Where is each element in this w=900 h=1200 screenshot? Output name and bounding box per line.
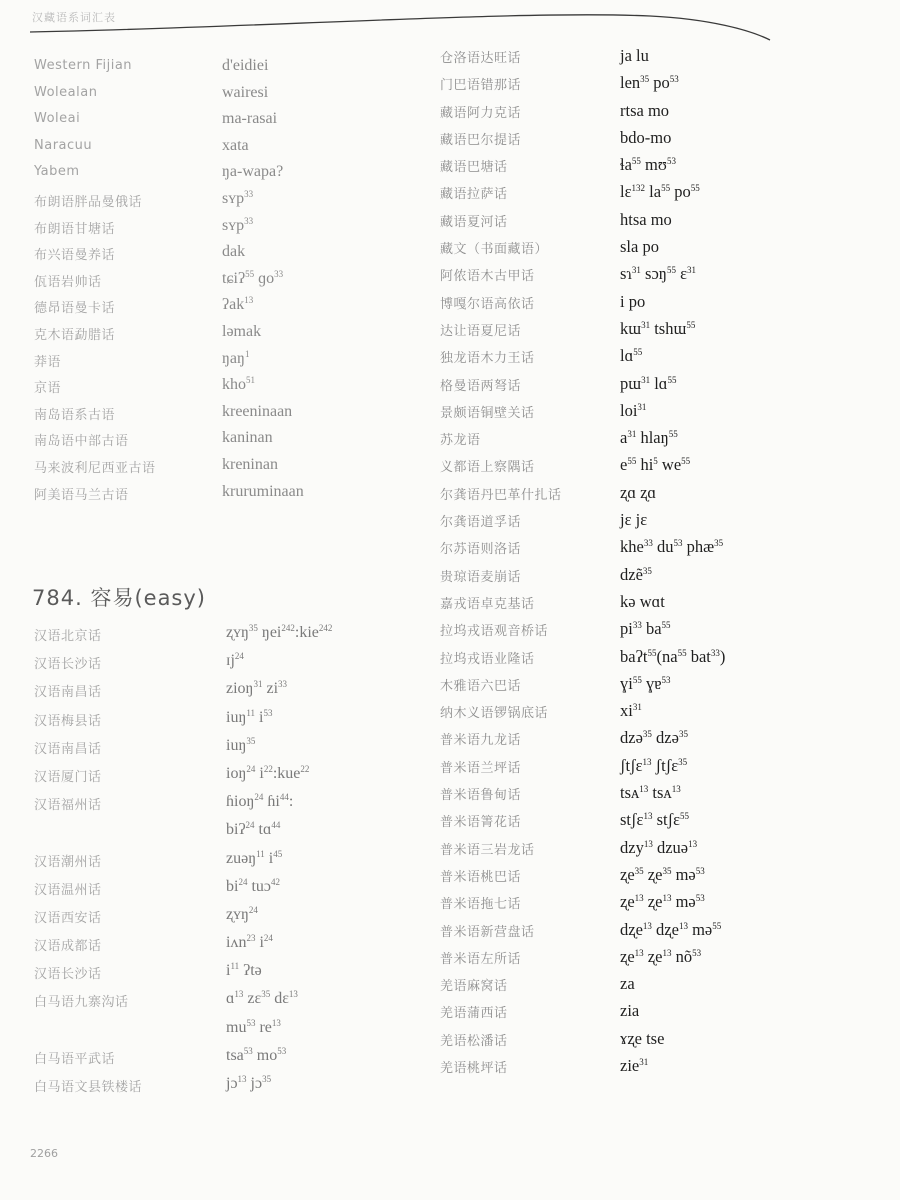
- entry-row: [440, 648, 880, 675]
- entry-row: [440, 265, 880, 292]
- language-name: Woleai: [34, 111, 81, 127]
- entry-row: [440, 620, 880, 647]
- language-name: Western Fijian: [34, 58, 133, 73]
- word-form: $mu^{53}$ $re^{13}$: [226, 1017, 281, 1036]
- language-name: 羌语松潘话: [440, 1033, 508, 1049]
- entry-row: [440, 74, 880, 101]
- word-form: $pi^{33}$ $ba^{55}$: [620, 619, 671, 639]
- language-name: 普米语拖七话: [440, 897, 522, 913]
- word-form: ioŋ$^{24}$ $i^{22}:kue^{22}$: [226, 763, 310, 782]
- entry-row: [440, 156, 880, 183]
- word-form: ɣi$^{55}$ ɣɐ$^{53}$: [620, 673, 671, 693]
- word-form: tɕiʔ$^{55}$ ɡo$^{33}$: [222, 268, 284, 287]
- entry-row: [34, 681, 414, 709]
- language-name: 独龙语木力王话: [440, 351, 535, 367]
- word-form: ɤʐe tse: [620, 1028, 665, 1048]
- word-form: dʐe$^{13}$ dʐe$^{13}$ mə$^{55}$: [620, 919, 722, 939]
- entry-row: [34, 404, 404, 431]
- entry-row: [440, 238, 880, 265]
- language-name: 达让语夏尼话: [440, 323, 522, 339]
- entry-row: [440, 293, 880, 320]
- language-name: 藏语夏河话: [440, 214, 508, 230]
- entry-row: [34, 188, 404, 218]
- language-name: 阿美语马兰古语: [34, 487, 129, 503]
- word-form: ɬa$^{55}$ mʊ$^{53}$: [620, 155, 676, 175]
- page-number: 2266: [30, 1147, 58, 1160]
- word-form: bdo-mo: [620, 127, 672, 147]
- word-form: biʔ$^{24}$ tɑ$^{44}$: [226, 820, 281, 839]
- word-form: ʐe$^{13}$ ʐe$^{13}$ $nõ^{53}$: [620, 946, 702, 966]
- entry-row: [34, 963, 414, 991]
- right-column-entries: [440, 47, 880, 1084]
- language-name: 贵琼语麦崩话: [440, 569, 522, 585]
- word-form: stʃɛ$^{13}$ stʃɛ$^{55}$: [620, 810, 689, 830]
- language-name: 普米语鲁甸话: [440, 788, 522, 804]
- language-name: 布朗语甘塘话: [34, 221, 116, 237]
- language-name: 汉语南昌话: [34, 685, 102, 701]
- language-name: 景颇语铜壁关话: [440, 405, 535, 421]
- entry-row: [34, 625, 414, 653]
- word-form: i po: [620, 291, 646, 311]
- language-name: 嘉戎语卓克基话: [440, 596, 535, 612]
- language-name: 汉语温州话: [34, 882, 102, 898]
- language-name: 藏语巴塘话: [440, 160, 508, 176]
- language-name: 羌语麻窝话: [440, 979, 508, 995]
- entry-row: [440, 211, 880, 238]
- entry-row: [440, 429, 880, 456]
- language-name: 普米语兰坪话: [440, 760, 522, 776]
- word-form: zioŋ$^{31}$ $zi^{33}$: [226, 679, 288, 698]
- entry-row: [440, 729, 880, 756]
- word-form: kɯ$^{31}$ tshɯ$^{55}$: [620, 318, 696, 338]
- entry-row: [440, 47, 880, 74]
- entry-row: [34, 1076, 414, 1104]
- language-name: 藏语拉萨话: [440, 187, 508, 203]
- entry-row: [440, 757, 880, 784]
- entry-row: [34, 457, 404, 484]
- language-name: 汉语福州话: [34, 798, 102, 814]
- word-form: ŋaŋ$^1$: [222, 348, 250, 367]
- language-name: 普米语三岩龙话: [440, 842, 535, 858]
- entry-row: [34, 268, 404, 298]
- language-name: 博嘎尔语高依话: [440, 296, 535, 312]
- word-form: ʃtʃɛ$^{13}$ ʃtʃɛ$^{35}$: [620, 755, 688, 775]
- language-name: 汉语南昌话: [34, 741, 102, 757]
- language-name: 南岛语中部古语: [34, 434, 129, 450]
- language-name: 普米语九龙话: [440, 733, 522, 749]
- word-form: jɛ jɛ: [620, 510, 648, 530]
- word-form: ʐɑ ʐɑ: [620, 482, 657, 502]
- entry-row: [34, 297, 404, 324]
- word-form: sʏp$^{33}$: [222, 188, 254, 207]
- word-form: $e^{55}$ $hi^5$ $we^{55}$: [620, 455, 691, 475]
- word-form: sla po: [620, 237, 659, 257]
- entry-row: [440, 975, 880, 1002]
- language-name: 义都语上察隅话: [440, 460, 535, 476]
- entry-row: [440, 811, 880, 838]
- entry-row: [440, 1002, 880, 1029]
- entry-row: [440, 102, 880, 129]
- language-name: 布兴语曼养话: [34, 248, 116, 264]
- word-form: kaninan: [222, 429, 273, 447]
- entry-row: [440, 1057, 880, 1084]
- entry-row: [34, 244, 404, 271]
- word-form: ŋa-wapa?: [222, 163, 284, 181]
- language-name: 普米语新营盘话: [440, 924, 535, 940]
- entry-row: [440, 866, 880, 893]
- entry-row: [34, 377, 404, 404]
- word-form: ʐʏŋ$^{24}$: [226, 904, 258, 923]
- entry-row: [440, 538, 880, 565]
- word-form: kreninan: [222, 455, 278, 473]
- entry-row: [440, 320, 880, 347]
- language-name: 汉语长沙话: [34, 657, 102, 673]
- language-name: Yabem: [34, 164, 80, 180]
- entry-row: [440, 675, 880, 702]
- language-name: 拉坞戎语业隆话: [440, 651, 535, 667]
- entry-row: [440, 702, 880, 729]
- entry-row: [34, 904, 414, 935]
- word-form: sʏp$^{33}$: [222, 215, 254, 234]
- entry-row: [34, 707, 414, 738]
- entry-row: [34, 111, 404, 138]
- entry-row: [34, 735, 414, 766]
- language-name: 布朗语胖品曼俄话: [34, 194, 143, 210]
- language-name: 门巴语错那话: [440, 78, 522, 94]
- language-name: 汉语梅县话: [34, 713, 102, 729]
- language-name: 尔龚语丹巴革什扎话: [440, 487, 562, 503]
- language-name: 羌语蒲西话: [440, 1006, 508, 1022]
- word-form: ɦioŋ$^{24}$ ɦi$^{44}$:: [226, 792, 294, 811]
- word-form: len$^{35}$ $po^{53}$: [620, 73, 679, 93]
- left-column-entries: [34, 58, 404, 510]
- language-name: 苏龙语: [440, 433, 481, 449]
- word-form: zie$^{31}$: [620, 1055, 649, 1075]
- entry-row: [440, 347, 880, 374]
- language-name: 尔苏语则洛话: [440, 542, 522, 558]
- word-form: zia: [620, 1001, 640, 1021]
- word-form: ja lu: [620, 46, 649, 65]
- language-name: 汉语长沙话: [34, 967, 102, 983]
- left-column-easy-entries: [34, 625, 414, 1104]
- section-chinese-title: 容易: [90, 586, 135, 610]
- language-name: Naracuu: [34, 137, 93, 153]
- entry-row: [440, 484, 880, 511]
- word-form: ʐe$^{13}$ ʐe$^{13}$ mə$^{53}$: [620, 892, 705, 912]
- word-form: d'eidiei: [222, 57, 269, 74]
- word-form: rtsa mo: [620, 100, 670, 120]
- section-english-title: (easy): [134, 586, 206, 610]
- language-name: 白马语平武话: [34, 1051, 116, 1067]
- entry-row: [34, 763, 414, 794]
- entry-row: [440, 129, 880, 156]
- entry-row: [34, 85, 404, 112]
- entry-row: [34, 876, 414, 907]
- word-form: ma-rasai: [222, 110, 278, 128]
- word-form: $baʔt^{55}(na^{55}$ bat$^{33}$): [620, 646, 726, 666]
- language-name: 南岛语系古语: [34, 407, 116, 423]
- entry-row: [34, 1045, 414, 1076]
- language-name: 普米语桃巴话: [440, 869, 522, 885]
- word-form: zuəŋ$^{11}$ $i^{45}$: [226, 848, 283, 867]
- entry-row: [34, 653, 414, 681]
- entry-row: [440, 921, 880, 948]
- language-name: 羌语桃坪话: [440, 1060, 508, 1076]
- word-form: tsᴀ$^{13}$ tsᴀ$^{13}$: [620, 783, 681, 803]
- word-form: xata: [222, 136, 249, 154]
- word-form: ɑ$^{13}$ zɛ$^{35}$ dɛ$^{13}$: [226, 989, 298, 1008]
- language-name: 藏语巴尔提话: [440, 132, 522, 148]
- entry-row: [440, 784, 880, 811]
- word-form: sɿ$^{31}$ sɔŋ$^{55}$ ɛ$^{31}$: [620, 264, 697, 284]
- entry-row: [34, 430, 404, 457]
- word-form: ləmak: [222, 322, 262, 340]
- word-form: ʐʏŋ$^{35}$ ŋei$^{242}$:kie$^{242}$: [226, 623, 333, 641]
- word-form: za: [620, 974, 635, 994]
- word-form: htsa mo: [620, 209, 672, 229]
- entry-row: [34, 1017, 414, 1048]
- word-form: kruruminaan: [222, 482, 304, 500]
- word-form: iʌn$^{23}$ $i^{24}$: [226, 933, 273, 952]
- word-form: lɛ$^{132}$ $la^{55}$ $po^{55}$: [620, 182, 700, 202]
- language-name: 藏文（书面藏语）: [440, 242, 549, 258]
- language-name: Wolealan: [34, 84, 98, 100]
- entry-row: [34, 164, 404, 191]
- entry-row: [440, 1030, 880, 1057]
- word-form: kho$^{51}$: [222, 375, 255, 394]
- language-name: 德昂语曼卡话: [34, 301, 116, 317]
- word-form: dak: [222, 243, 246, 261]
- entry-row: [34, 348, 404, 378]
- language-name: 纳木义语锣锅底话: [440, 706, 549, 722]
- language-name: 尔龚语道孚话: [440, 515, 522, 531]
- language-name: 拉坞戎语观音桥话: [440, 624, 549, 640]
- entry-row: [34, 324, 404, 351]
- word-form: ʔak$^{13}$: [222, 295, 254, 314]
- entry-row: [440, 593, 880, 620]
- word-form: kə wɑt: [620, 591, 665, 611]
- entry-row: [440, 402, 880, 429]
- language-name: 仓洛语达旺话: [440, 51, 522, 66]
- entry-row: [34, 484, 404, 511]
- language-name: 克木语勐腊话: [34, 327, 116, 343]
- language-name: 阿侬语木古甲话: [440, 269, 535, 285]
- entry-row: [440, 566, 880, 593]
- word-form: kreeninaan: [222, 402, 293, 420]
- word-form: loi$^{31}$: [620, 400, 647, 420]
- language-name: 京语: [34, 381, 62, 397]
- word-form: jɔ$^{13}$ jɔ$^{35}$: [226, 1074, 272, 1092]
- word-form: iuŋ$^{35}$: [226, 735, 256, 754]
- language-name: 普米语箐花话: [440, 815, 522, 831]
- word-form: $xi^{31}$: [620, 701, 642, 721]
- entry-row: [34, 58, 404, 85]
- word-form: pɯ$^{31}$ lɑ$^{55}$: [620, 373, 677, 393]
- language-name: 汉语北京话: [34, 629, 102, 644]
- language-name: 藏语阿力克话: [440, 105, 522, 121]
- language-name: 汉语厦门话: [34, 769, 102, 785]
- word-form: dzẽ$^{35}$: [620, 564, 652, 584]
- word-form: wairesi: [222, 83, 269, 101]
- entry-row: [34, 991, 414, 1019]
- entry-row: [34, 935, 414, 963]
- word-form: $i^{11}$ ʔtə: [226, 961, 262, 980]
- entry-row: [34, 794, 414, 822]
- language-name: 白马语九寨沟话: [34, 995, 129, 1011]
- language-name: 普米语左所话: [440, 951, 522, 967]
- word-form: $a^{31}$ hlaŋ$^{55}$: [620, 428, 678, 448]
- word-form: lɑ$^{55}$: [620, 346, 643, 366]
- word-form: dzə$^{35}$ dzə$^{35}$: [620, 728, 688, 748]
- entry-row: [440, 948, 880, 975]
- language-name: 木雅语六巴话: [440, 678, 522, 694]
- word-form: $bi^{24}$ tuɔ$^{42}$: [226, 876, 280, 895]
- entry-row: [440, 893, 880, 920]
- section-number: 784.: [32, 586, 83, 610]
- word-form: iuŋ$^{11}$ $i^{53}$: [226, 707, 273, 726]
- entry-row: [34, 848, 414, 879]
- word-form: khe$^{33}$ $du^{53}$ phæ$^{35}$: [620, 537, 724, 557]
- section-heading: [32, 582, 206, 612]
- language-name: 汉语成都话: [34, 939, 102, 955]
- language-name: 汉语西安话: [34, 910, 102, 926]
- language-name: 白马语文县铁楼话: [34, 1080, 143, 1095]
- entry-row: [34, 822, 414, 850]
- word-form: tsa$^{53}$ $mo^{53}$: [226, 1045, 287, 1064]
- language-name: 汉语潮州话: [34, 854, 102, 870]
- entry-row: [440, 375, 880, 402]
- entry-row: [34, 215, 404, 245]
- entry-row: [440, 456, 880, 483]
- entry-row: [440, 511, 880, 538]
- word-form: dzy$^{13}$ dzuə$^{13}$: [620, 837, 698, 857]
- language-name: 莽语: [34, 354, 62, 370]
- word-form: ɪj$^{24}$: [226, 651, 244, 670]
- language-name: 格曼语两弩话: [440, 378, 522, 394]
- entry-row: [440, 839, 880, 866]
- language-name: 佤语岩帅话: [34, 274, 102, 290]
- entry-row: [34, 138, 404, 165]
- language-name: 马来波利尼西亚古语: [34, 460, 156, 476]
- running-header: 汉藏语系词汇表: [32, 11, 116, 24]
- word-form: ʐe$^{35}$ ʐe$^{35}$ mə$^{53}$: [620, 864, 705, 884]
- entry-row: [440, 183, 880, 210]
